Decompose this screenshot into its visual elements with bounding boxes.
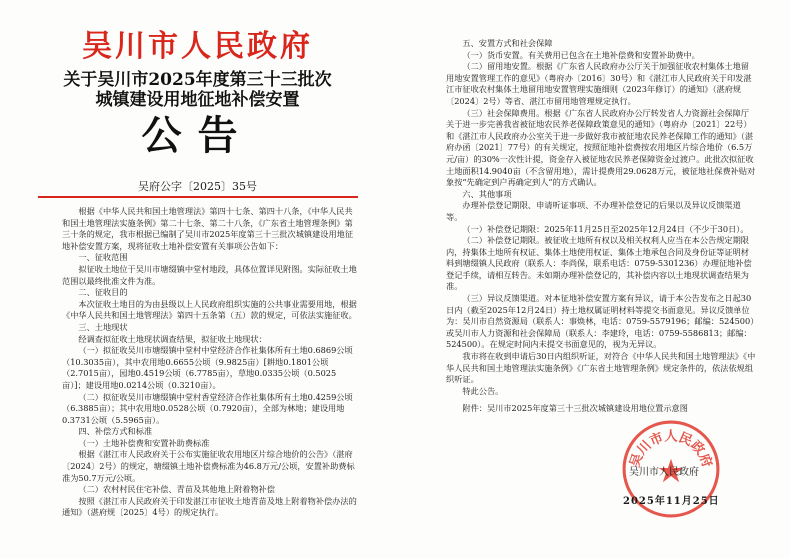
section-heading-other: 六、其他事项 (462, 188, 512, 199)
paragraph-other-intro: 办理补偿登记期限、申请听证事项、不办理补偿登记的后果以及异议反馈渠道等。 (446, 200, 741, 222)
paragraph-monetary-resettlement: （一）货币安置。有关费用已包含在土地补偿费和安置补助费中。 (462, 49, 700, 60)
header-divider (38, 196, 358, 198)
issuing-organization-title: 吴川市人民政府 (82, 29, 313, 64)
paragraph-purpose: 本次征收土地目的为由县级以上人民政府组织实施的公共事业需要用地，根据《中华人民共和国土地管理法》第四十五条第（五）款的规定，可依法实施征收。 (62, 298, 357, 321)
paragraph-registration: （二）补偿登记期限。被征收土地所有权以及相关权利人应当在本公告规定期限内，持集体土地所有权证、集体土地使用权证、集体土地承包合同及身份证等证明材料到塘缀镇人民政府（联系人：李尚保，联系电话：0759-5301236）办理征地补偿登记手续，请相互转告。未如期办理补偿登记的，其补偿内容以土地现状调查结果为准。 (446, 235, 752, 292)
section-heading-scope: 一、征收范围 (78, 252, 128, 263)
left-body-text (62, 206, 358, 519)
paragraph-land-status-intro: 经调查拟征收土地现状调查结果，拟征收土地现状： (78, 333, 267, 344)
document-number: 吴府公字〔2025〕35号 (138, 180, 257, 193)
attachment-note: 附件：吴川市2025年度第三十三批次城镇建设用地位置示意图 (462, 403, 688, 414)
section-heading-resettlement: 五、安置方式和社会保障 (462, 38, 553, 48)
section-heading-purpose: 二、征收目的 (78, 287, 128, 298)
right-body-text (446, 38, 756, 415)
paragraph-attachments: 按照《湛江市人民政府关于印发湛江市征收土地青苗及地上附着物补偿办法的通知》（湛府规〔2025〕4号）的规定执行。 (62, 495, 357, 518)
paragraph-objection-channel: （三）异议反馈渠道。对本征地补偿安置方案有异议，请于本公告发布之日起30日内（截至2025年12月24日）持土地权属证明材料等提交书面意见。异议反馈单位为：吴川市自然资源局（联系人：事焕林，电话：0759-5579196；邮编：524500）或吴川市人力资源和社会保障局（联系人：李建玲，电话：0759-5586813；邮编：524500）。在规定时间内未提交书面意见的，视为无异议。 (446, 293, 755, 350)
notice-subtitle-line-2: 城镇建设用地征地补偿安置 (95, 90, 300, 110)
subheading-attachments: （二）农村村民住宅补偿、青苗及其他地上附着物补偿 (78, 484, 275, 495)
signature-organization: 吴川市人民政府 (629, 467, 699, 478)
notice-heading: 公告 (141, 112, 254, 159)
subheading-compensation-fees: （一）土地补偿费和安置补助费标准 (78, 437, 210, 448)
paragraph-compensation-fees: 根据《湛江市人民政府关于公布实施征收农用地区片综合地价的公告》（湛府〔2024〕2号）的规定，塘缀镇土地补偿费标准为46.8万元/公顷，安置补助费标准为50.7万元/公顷。 (62, 449, 355, 483)
notice-subtitle-line-1: 关于吴川市2025年度第三十三批次 (63, 70, 332, 90)
paragraph-reserved-land: （二）留用地安置。根据《广东省人民政府办公厅关于加强征收农村集体土地留用地安置管理工作的意见》（粤府办〔2016〕30号）和《湛江市人民政府关于印发湛江市征收农村集体土地留用地安置管理实施细则（2023年修订）的通知》（湛府规〔2024〕2号）等省、湛江市留用地管理规定执行。 (446, 61, 752, 106)
signature-date: 2025年11月25日 (623, 496, 720, 507)
section-heading-compensation: 四、补偿方式和标准 (78, 426, 153, 437)
section-heading-land-status: 三、土地现状 (78, 321, 128, 332)
paragraph-scope: 拟征收土地位于吴川市塘缀镇中堂村地段，具体位置详见附图。实际征收土地范围以最终批准文件为准。 (62, 263, 357, 286)
paragraph-hearing: 我市将在收到申请后30日内组织听证，对符合《中华人民共和国土地管理法》《中华人民共和国土地管理法实施条例》《广东省土地管理条例》规定条件的，依法依规组织听证。 (446, 351, 756, 385)
paragraph-land-status-1: （一）拟征收吴川市塘缀镇中堂村中堂经济合作社集体所有土地0.6869公顷（10.3035亩），其中农用地0.6655公顷（9.9825亩）[耕地0.1801公顷（2.7015亩），园地0.4519公顷（6.7785亩），草地0.0335公顷（0.5025亩）]；建设用地0.0214公顷（0.3210亩）。 (62, 345, 353, 390)
paragraph-registration-period: （一）补偿登记期限：2025年11月25日至2025年12月24日（不少于30日）。 (462, 223, 749, 234)
seal-text: 吴川市人民政府 (627, 429, 715, 470)
closing-remark: 特此公告。 (462, 385, 504, 396)
intro-paragraph: 根据《中华人民共和国土地管理法》第四十七条、第四十八条，《中华人民共和国土地管理法实施条例》第二十七条、第二十八条，《广东省土地管理条例》第三十条的规定，我市根据已编制了吴川市2025年度第三十三批次城镇建设用地征地补偿安置方案，现将征收土地补偿安置有关事项公告如下： (62, 206, 354, 251)
paragraph-social-security: （三）社会保障费用。根据《广东省人民政府办公厅转发省人力资源社会保障厅关于进一步完善我省被征地农民养老保障政策意见的通知》（粤府办〔2021〕22号）和《湛江市人民政府办公室关于进一步做好我市被征地农民养老保障工作的通知》（湛府办函〔2021〕77号）的有关规定，按照征地补偿费按农用地区片综合地价（6.5万元/亩）的30%一次性计提，资金存入被征地农民养老保障资金过渡户。此批次拟征收土地面积14.9040亩（不含留用地），需计提费用29.0628万元，被征地社保费补贴对象按“先确定到户再确定到人”的方式确认。 (446, 107, 756, 188)
paragraph-land-status-2: （二）拟征收吴川市塘缀镇中堂村香堂经济合作社集体所有土地0.4259公顷（6.3885亩）；其中农用地0.0528公顷（0.7920亩），全部为林地；建设用地0.3731公顷（5.5965亩）。 (62, 391, 353, 425)
